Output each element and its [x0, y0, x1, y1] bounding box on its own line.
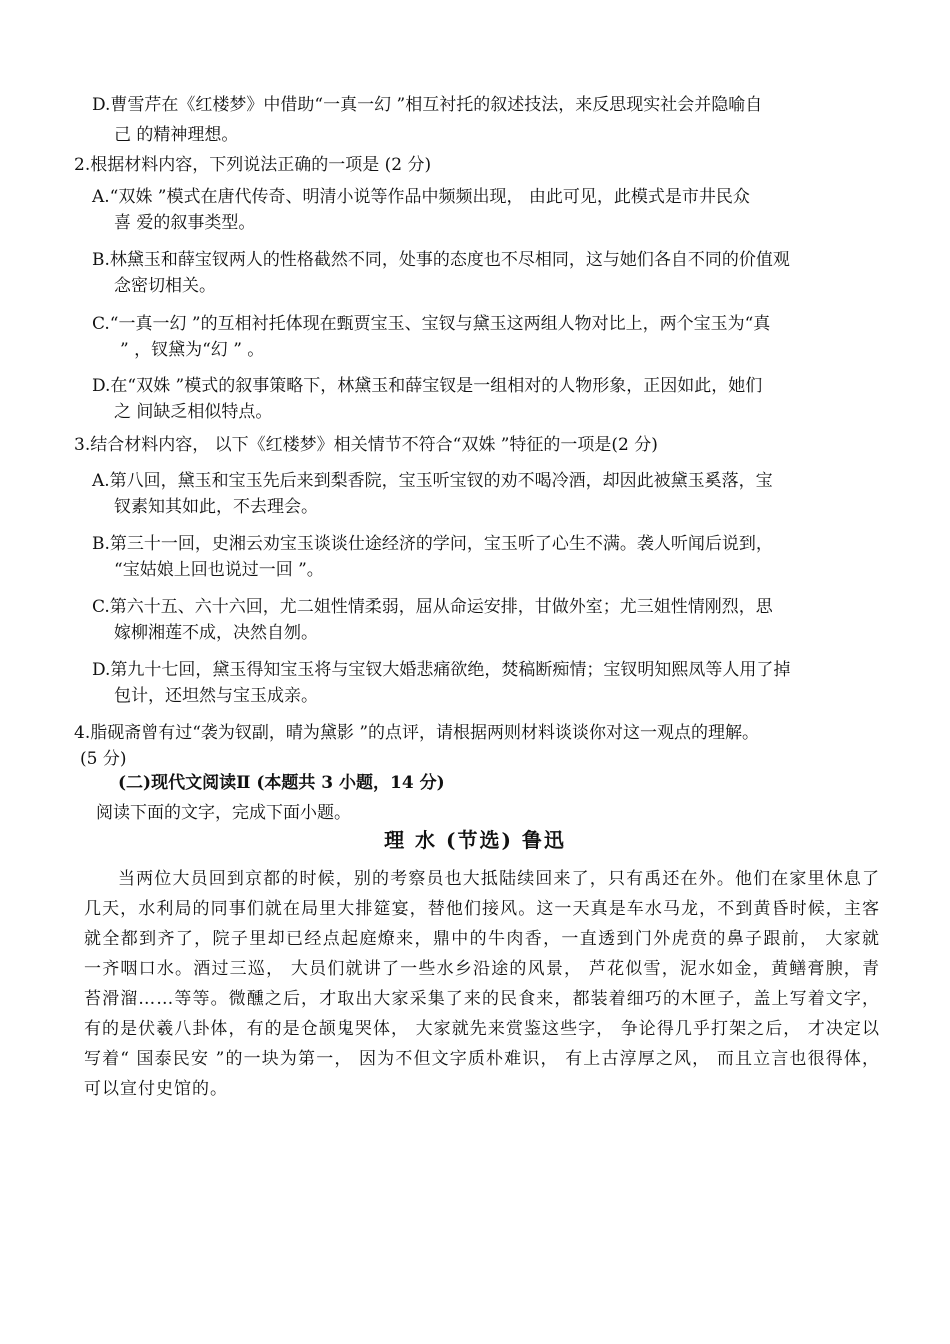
q3-option-c-line1: C.第六十五、六十六回，尤二姐性情柔弱，屈从命运安排，甘做外室；尤三姐性情刚烈，思	[92, 597, 773, 617]
section-heading: (二)现代文阅读Ⅱ (本题共 3 小题，14 分)	[118, 773, 445, 793]
q3-option-a-line1: A.第八回，黛玉和宝玉先后来到梨香院，宝玉听宝钗的劝不喝冷酒，却因此被黛玉奚落，宝	[92, 471, 773, 491]
q3-option-b-line1: B.第三十一回，史湘云劝宝玉谈谈仕途经济的学问，宝玉听了心生不满。袭人听闻后说到，	[92, 534, 773, 554]
q4-stem-line1: 4.脂砚斋曾有过“袭为钗副，晴为黛影 ”的点评，请根据两则材料谈谈你对这一观点的理解。	[74, 723, 760, 743]
passage-title: 理 水 (节选) 鲁迅	[384, 828, 566, 852]
q2-option-d-line1: D.在“双姝 ”模式的叙事策略下，林黛玉和薛宝钗是一组相对的人物形象，正因如此，她们	[92, 376, 763, 396]
q4-stem-line2: (5 分)	[80, 749, 127, 769]
q3-option-d-line2: 包计，还坦然与宝玉成亲。	[114, 686, 318, 706]
q2-option-a-line1: A.“双姝 ”模式在唐代传奇、明清小说等作品中频频出现， 由此可见，此模式是市井民众	[92, 187, 750, 207]
q2-option-d-line2: 之 间缺乏相似特点。	[114, 402, 273, 422]
reading-instruction: 阅读下面的文字，完成下面小题。	[96, 803, 351, 823]
q2-option-a-line2: 喜 爱的叙事类型。	[114, 213, 256, 233]
q2-option-c-line2: ” ，钗黛为“幻 ” 。	[120, 340, 265, 360]
q1-option-d-line2: 己 的精神理想。	[114, 125, 239, 145]
q2-option-c-line1: C.“一真一幻 ”的互相衬托体现在甄贾宝玉、宝钗与黛玉这两组人物对比上，两个宝玉为“真	[92, 314, 771, 334]
q2-stem: 2.根据材料内容，下列说法正确的一项是 (2 分)	[74, 155, 432, 175]
q3-option-c-line2: 嫁柳湘莲不成，决然自刎。	[114, 623, 318, 643]
q3-option-a-line2: 钗素知其如此，不去理会。	[114, 497, 318, 517]
q1-option-d-line1: D.曹雪芹在《红楼梦》中借助“一真一幻 ”相互衬托的叙述技法，来反思现实社会并隐喻自	[92, 95, 763, 115]
passage-paragraph: 当两位大员回到京都的时候，别的考察员也大抵陆续回来了，只有禹还在外。他们在家里休息了几天，水利局的同事们就在局里大排筵宴，替他们接风。这一天真是车水马龙，不到黄昏时候，主客就全都到齐了，院子里却已经点起庭燎来，鼎中的牛肉香，一直透到门外虎贲的鼻子跟前， 大家就一齐咽口水。酒过三巡， 大员们就讲了一些水乡沿途的风景， 芦花似雪，泥水如金，黄鳝膏腴，青苔滑溜……等等。微醺之后，才取出大家采集了来的民食来，都装着细巧的木匣子，盖上写着文字，有的是伏羲八卦体，有的是仓颉鬼哭体， 大家就先来赏鉴这些字， 争论得几乎打架之后， 才决定以写着“ 国泰民安 ”的一块为第一， 因为不但文字质朴难识， 有上古淳厚之风， 而且立言也很得体， 可以宣付史馆的。	[84, 869, 880, 1099]
q3-stem: 3.结合材料内容， 以下《红楼梦》相关情节不符合“双姝 ”特征的一项是(2 分)	[74, 435, 658, 455]
q3-option-d-line1: D.第九十七回，黛玉得知宝玉将与宝钗大婚悲痛欲绝，焚稿断痴情；宝钗明知熙凤等人用了掉	[92, 660, 791, 680]
q2-option-b-line1: B.林黛玉和薛宝钗两人的性格截然不同，处事的态度也不尽相同，这与她们各自不同的价值观	[92, 250, 790, 270]
q3-option-b-line2: “宝姑娘上回也说过一回 ”。	[114, 560, 324, 580]
q2-option-b-line2: 念密切相关。	[114, 276, 216, 296]
